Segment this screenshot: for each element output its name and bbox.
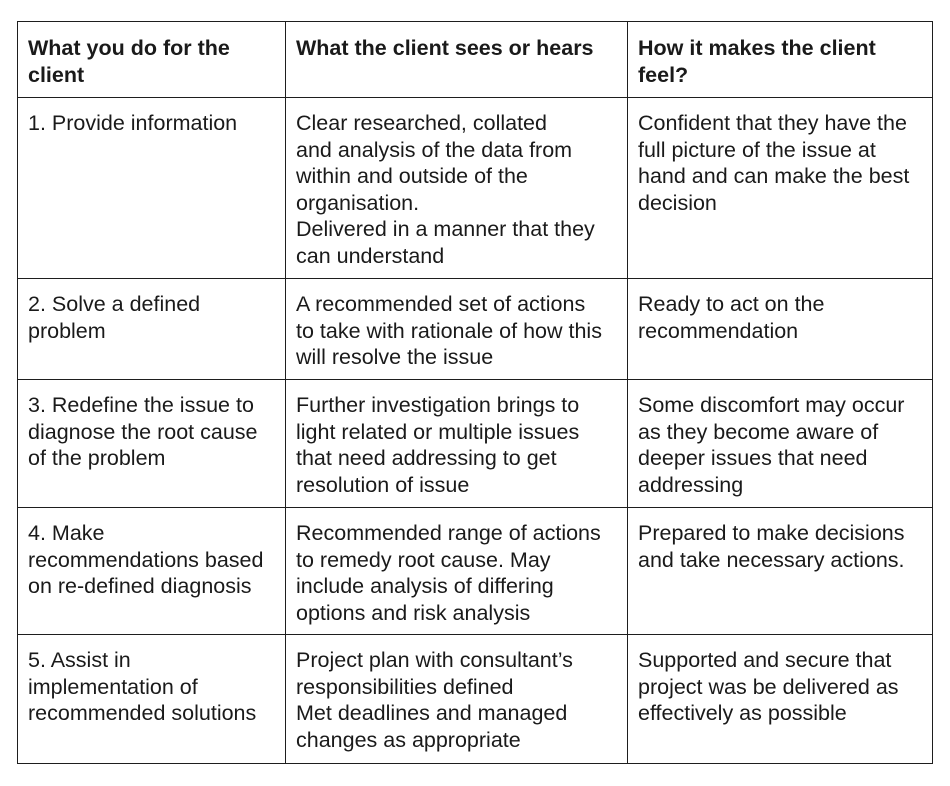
header-how-client-feels: [628, 22, 933, 98]
cell-what-client-sees: [286, 635, 628, 764]
cell-text: include analysis of differing: [296, 574, 554, 598]
cell-what-client-sees: [286, 508, 628, 635]
cell-what-you-do: [18, 279, 286, 380]
cell-text: addressing: [638, 472, 744, 497]
cell-text: organisation.: [296, 190, 420, 215]
cell-text: decision: [638, 190, 717, 215]
cell-how-client-feels: [628, 279, 933, 380]
cell-text: hand and can make the best: [638, 164, 910, 188]
cell-text: problem: [28, 318, 106, 343]
cell-text: options and risk analysis: [296, 600, 531, 625]
cell-text: A recommended set of actions: [296, 292, 586, 316]
cell-text: and analysis of the data from: [296, 137, 573, 162]
cell-text: Clear researched, collated: [296, 111, 547, 135]
header-text: feel?: [638, 62, 689, 87]
header-what-you-do: [18, 22, 286, 98]
cell-text: within and outside of the: [296, 164, 528, 188]
cell-text: 4. Make: [28, 521, 105, 545]
cell-text: will resolve the issue: [296, 345, 494, 369]
cell-what-client-sees: [286, 98, 628, 279]
client-service-table: [17, 21, 933, 764]
cell-text: Delivered in a manner that they: [296, 217, 595, 241]
cell-what-you-do: [18, 508, 286, 635]
cell-text: deeper issues that need: [638, 446, 868, 470]
cell-how-client-feels: [628, 635, 933, 764]
table-row: [18, 380, 933, 508]
header-text: What you do for the: [28, 36, 230, 60]
cell-text: Met deadlines and managed: [296, 701, 568, 725]
cell-how-client-feels: [628, 508, 933, 635]
cell-how-client-feels: [628, 98, 933, 279]
table-row: [18, 279, 933, 380]
cell-text: to remedy root cause. May: [296, 547, 551, 572]
cell-text: recommendation: [638, 318, 799, 343]
header-what-client-sees: [286, 22, 628, 98]
cell-text: responsibilities defined: [296, 674, 514, 699]
cell-text: full picture of the issue at: [638, 137, 876, 162]
cell-text: that need addressing to get: [296, 446, 557, 470]
cell-text: Further investigation brings to: [296, 393, 580, 417]
table-row: [18, 635, 933, 764]
cell-text: 1. Provide information: [28, 111, 238, 135]
cell-what-you-do: [18, 635, 286, 764]
cell-text: to take with rationale of how this: [296, 318, 602, 343]
cell-text: Project plan with consultant’s: [296, 648, 573, 672]
cell-what-you-do: [18, 380, 286, 508]
cell-text: resolution of issue: [296, 472, 470, 497]
cell-text: as they become aware of: [638, 419, 879, 444]
cell-text: Prepared to make decisions: [638, 521, 905, 545]
cell-text: on re-defined diagnosis: [28, 574, 252, 598]
cell-text: light related or multiple issues: [296, 419, 580, 444]
header-text: client: [28, 62, 85, 87]
header-text: How it makes the client: [638, 36, 876, 60]
cell-text: 3. Redefine the issue to: [28, 393, 254, 417]
cell-text: changes as appropriate: [296, 727, 521, 752]
cell-text: Some discomfort may occur: [638, 393, 905, 417]
cell-text: recommended solutions: [28, 701, 257, 725]
cell-text: Supported and secure that: [638, 648, 892, 672]
cell-what-you-do: [18, 98, 286, 279]
cell-text: 5. Assist in: [28, 648, 131, 672]
cell-what-client-sees: [286, 380, 628, 508]
header-text: What the client sees or hears: [296, 36, 594, 60]
header-row: [18, 22, 933, 98]
cell-text: 2. Solve a defined: [28, 292, 201, 316]
cell-text: Ready to act on the: [638, 292, 825, 316]
cell-text: and take necessary actions.: [638, 547, 905, 572]
cell-text: effectively as possible: [638, 701, 847, 725]
table-row: [18, 98, 933, 279]
cell-what-client-sees: [286, 279, 628, 380]
cell-text: of the problem: [28, 446, 166, 470]
table-row: [18, 508, 933, 635]
cell-text: recommendations based: [28, 547, 264, 572]
cell-text: can understand: [296, 243, 445, 268]
cell-how-client-feels: [628, 380, 933, 508]
cell-text: diagnose the root cause: [28, 419, 258, 444]
cell-text: Confident that they have the: [638, 111, 907, 135]
cell-text: Recommended range of actions: [296, 521, 601, 545]
cell-text: project was be delivered as: [638, 674, 899, 699]
cell-text: implementation of: [28, 674, 198, 699]
